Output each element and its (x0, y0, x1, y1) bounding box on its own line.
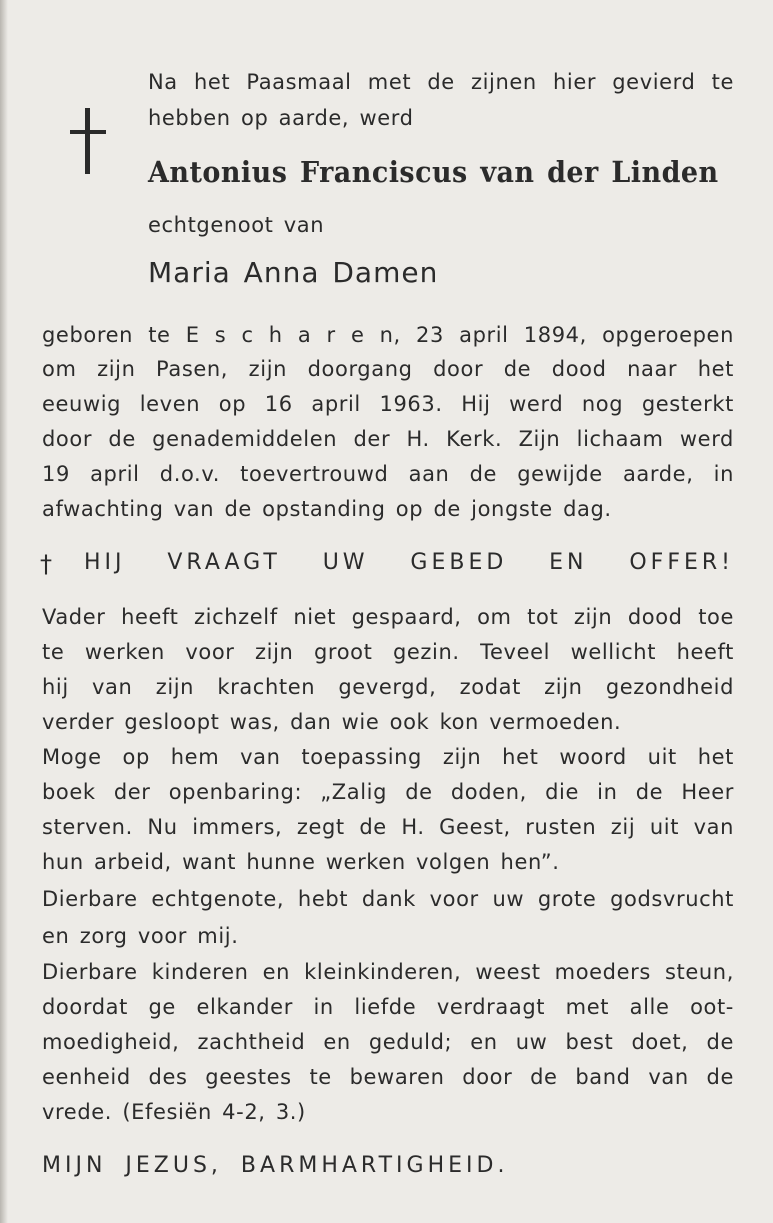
reflection-line: eenheid des geestes te bewaren door de band van de (42, 1065, 734, 1089)
cross-icon (68, 108, 108, 174)
prayer-request: HIJ VRAAGT UW GEBED EN OFFER! (84, 550, 734, 575)
reflection-line: verder gesloopt was, dan wie ook kon vermoeden. (42, 710, 622, 734)
reflection-line: Moge op hem van toepassing zijn het woord uit het (42, 745, 734, 769)
closing-invocation: MIJN JEZUS, BARMHARTIGHEID. (42, 1153, 509, 1178)
intro-line-2: hebben op aarde, werd (148, 106, 414, 130)
reflection-line: hun arbeid, want hunne werken volgen hen”. (42, 850, 560, 874)
biography-line: 19 april d.o.v. toevertrouwd aan de gewijde aarde, in (42, 462, 734, 486)
biography-line: eeuwig leven op 16 april 1963. Hij werd nog gesterkt (42, 392, 734, 416)
biography-line: afwachting van de opstanding op de jongste dag. (42, 497, 612, 521)
small-cross-icon: † (40, 550, 53, 578)
reflection-line: en zorg voor mij. (42, 924, 239, 948)
biography-line: om zijn Pasen, zijn doorgang door de dood naar het (42, 357, 734, 381)
deceased-name: Antonius Franciscus van der Linden (148, 155, 719, 189)
reflection-line: hij van zijn krachten gevergd, zodat zijn gezondheid (42, 675, 734, 699)
reflection-line: Dierbare kinderen en kleinkinderen, weest moeders steun, (42, 960, 734, 984)
reflection-line: Dierbare echtgenote, hebt dank voor uw grote godsvrucht (42, 887, 734, 911)
reflection-line: vrede. (Efesiën 4-2, 3.) (42, 1100, 306, 1124)
intro-line-1: Na het Paasmaal met de zijnen hier gevierd te (148, 70, 734, 94)
reflection-line: doordat ge elkander in liefde verdraagt met alle oot- (42, 995, 734, 1019)
reflection-line: Vader heeft zichzelf niet gespaard, om tot zijn dood toe (42, 605, 734, 629)
biography-line: geboren te E s c h a r e n, 23 april 1894, opgeroepen (42, 323, 734, 347)
biography-line: door de genademiddelen der H. Kerk. Zijn lichaam werd (42, 427, 734, 451)
spouse-intro: echtgenoot van (148, 213, 325, 237)
reflection-line: sterven. Nu immers, zegt de H. Geest, rusten zij uit van (42, 815, 734, 839)
spouse-name: Maria Anna Damen (148, 256, 439, 289)
reflection-line: moedigheid, zachtheid en geduld; en uw best doet, de (42, 1030, 734, 1054)
reflection-line: boek der openbaring: „Zalig de doden, die in de Heer (42, 780, 734, 804)
reflection-line: te werken voor zijn groot gezin. Teveel wellicht heeft (42, 640, 734, 664)
